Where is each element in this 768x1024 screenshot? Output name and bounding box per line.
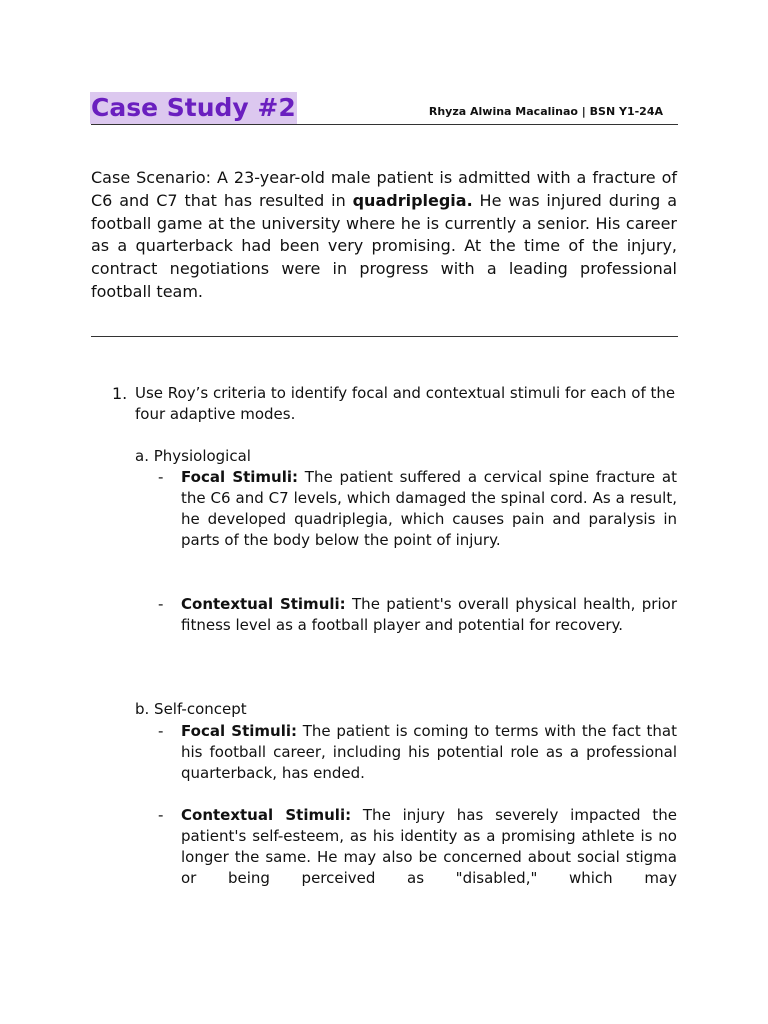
case-scenario-paragraph (91, 167, 677, 304)
bullet-body (181, 805, 677, 889)
bullet-dash: - (158, 722, 164, 740)
page-title: Case Study #2 (91, 93, 296, 122)
scenario-text-before: Case Scenario: A 23-year-old male patient is admitted with a fracture of C6 and C7 that has resulted in (91, 168, 677, 210)
question-number: 1. (112, 384, 128, 403)
bullet-body (181, 721, 677, 784)
bullet-body (181, 594, 677, 636)
bullet-text: The patient's overall physical health, prior fitness level as a football player and potential for recovery. (181, 595, 677, 634)
bullet-heading: Focal Stimuli: (181, 722, 298, 740)
bullet-dash: - (158, 806, 164, 824)
bullet-text: The patient suffered a cervical spine fracture at the C6 and C7 levels, which damaged the spinal cord. As a result, he developed quadriplegia, which causes pain and paralysis in parts of the body below the point of injury. (181, 468, 677, 549)
mode-label-physiological: a. Physiological (135, 447, 251, 465)
bullet-heading: Contextual Stimuli: (181, 806, 352, 824)
author-line: Rhyza Alwina Macalinao | BSN Y1-24A (428, 105, 663, 118)
scenario-text-after: He was injured during a football game at the university where he is currently a senior. His career as a quarterback had been very promising. At the time of the injury, contract negotiations were in progress with a leading professional football team. (91, 190, 677, 301)
mode-label-self-concept: b. Self-concept (135, 700, 247, 718)
bullet-text: The injury has severely impacted the patient's self-esteem, as his identity as a promising athlete is no longer the same. He may also be concerned about social stigma or being perceived as "disabled," which may (181, 806, 677, 887)
list-item (158, 805, 678, 889)
bullet-dash: - (158, 468, 164, 486)
bullet-dash: - (158, 595, 164, 613)
section-divider (91, 336, 678, 337)
list-item (158, 594, 678, 636)
bullet-heading: Contextual Stimuli: (181, 595, 346, 613)
question-text: Use Roy’s criteria to identify focal and contextual stimuli for each of the four adaptive modes. (135, 384, 676, 423)
list-item (158, 467, 678, 551)
scenario-bold-term: quadriplegia. (352, 190, 473, 210)
bullet-heading: Focal Stimuli: (181, 468, 299, 486)
question-item (112, 383, 677, 425)
header-divider (91, 124, 678, 125)
list-item (158, 721, 678, 784)
bullet-body (181, 467, 677, 551)
bullet-text: The patient is coming to terms with the fact that his football career, including his potential role as a professional quarterback, has ended. (181, 722, 677, 782)
